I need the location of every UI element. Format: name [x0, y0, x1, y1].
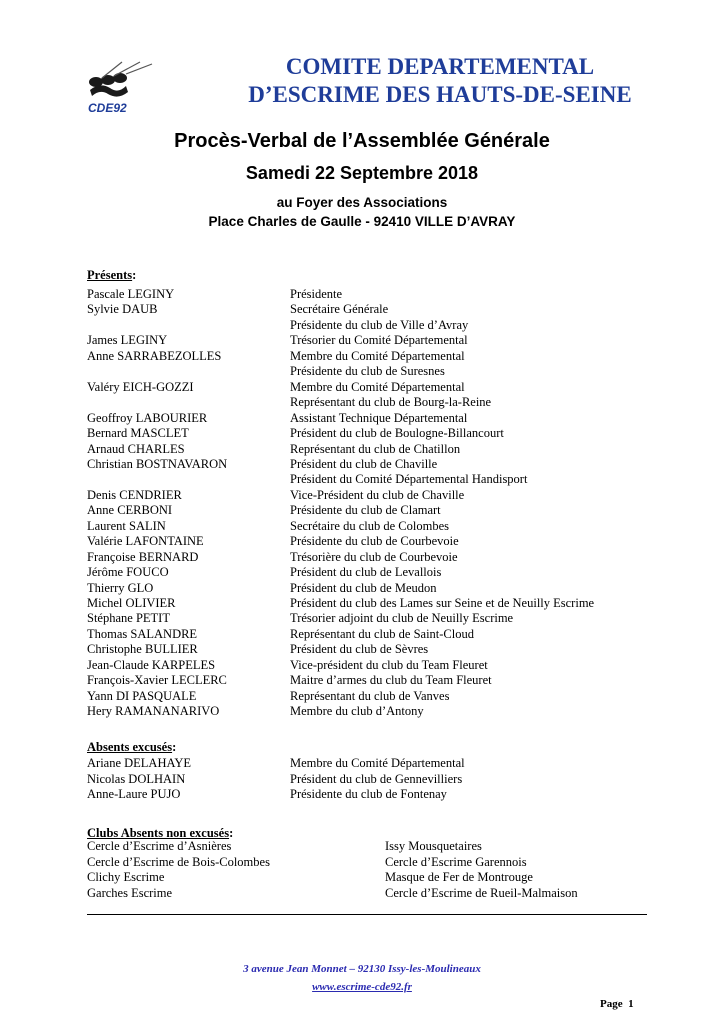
attendee-name: Sylvie DAUB	[87, 302, 158, 317]
attendee-name: Jérôme FOUCO	[87, 565, 169, 580]
attendee-name: Bernard MASCLET	[87, 426, 189, 441]
attendee-name: Geoffroy LABOURIER	[87, 410, 208, 425]
org-name-line1: COMITE DEPARTEMENTAL	[285, 54, 595, 79]
absent-club: Cercle d’Escrime d’Asnières	[87, 839, 232, 853]
attendee-name: James LEGINY	[87, 333, 168, 348]
cde92-logo	[82, 60, 154, 120]
absent-club: Garches Escrime	[87, 885, 173, 900]
attendee-role: Président du Comité Départemental Handisport	[290, 472, 528, 487]
venue-line1: au Foyer des Associations	[276, 195, 448, 210]
attendee-role: Présidente	[290, 287, 343, 301]
attendee-name: Valérie LAFONTAINE	[87, 534, 204, 549]
document-title: Procès-Verbal de l’Assemblée Générale	[174, 130, 550, 152]
attendee-role: Trésorier adjoint du club de Neuilly Escrime	[290, 611, 514, 626]
absent-name: Nicolas DOLHAIN	[87, 771, 186, 786]
attendee-name: Pascale LEGINY	[87, 287, 175, 301]
clubs-absents-heading: Clubs Absents non excusés:	[87, 826, 234, 840]
attendee-role: Représentant du club de Bourg-la-Reine	[290, 395, 492, 410]
attendee-name: Françoise BERNARD	[87, 549, 199, 564]
attendee-role: Assistant Technique Départemental	[290, 410, 468, 425]
absent-club: Cercle d’Escrime de Bois-Colombes	[87, 854, 270, 869]
org-name-line2: D’ESCRIME DES HAUTS-DE-SEINE	[248, 82, 632, 107]
attendee-role: Présidente du club de Clamart	[290, 503, 441, 518]
attendee-role: Maitre d’armes du club du Team Fleuret	[290, 673, 492, 688]
attendee-name: Anne CERBONI	[87, 503, 173, 518]
absent-club: Cercle d’Escrime de Rueil-Malmaison	[385, 885, 578, 900]
attendee-role: Vice-président du club du Team Fleuret	[290, 657, 488, 672]
attendee-role: Trésorier du Comité Départemental	[290, 333, 468, 348]
attendee-role: Représentant du club de Saint-Cloud	[290, 626, 474, 641]
attendee-role: Vice-Président du club de Chaville	[290, 487, 465, 502]
attendee-role: Représentant du club de Chatillon	[290, 441, 461, 456]
attendee-role: Membre du Comité Départemental	[290, 348, 465, 363]
attendee-name: Jean-Claude KARPELES	[87, 657, 216, 672]
attendee-role: Président du club de Boulogne-Billancourt	[290, 426, 504, 441]
attendee-role: Membre du Comité Départemental	[290, 379, 465, 394]
absents-heading: Absents excusés:	[87, 740, 177, 754]
attendee-name: Laurent SALIN	[87, 518, 166, 533]
attendee-role: Trésorière du club de Courbevoie	[290, 549, 458, 564]
attendee-name: Hery RAMANANARIVO	[87, 704, 220, 719]
absent-club: Issy Mousquetaires	[385, 839, 482, 853]
attendee-role: Président du club de Chaville	[290, 456, 438, 471]
attendee-name: Denis CENDRIER	[87, 487, 182, 502]
footer-website-link[interactable]: www.escrime-cde92.fr	[312, 981, 412, 993]
attendee-role: Président du club de Levallois	[290, 565, 442, 580]
absent-role: Membre du Comité Départemental	[290, 756, 465, 770]
attendee-name: Michel OLIVIER	[87, 596, 176, 610]
absent-role: Présidente du club de Fontenay	[290, 787, 447, 801]
attendee-name: Christophe BULLIER	[87, 642, 198, 657]
absent-name: Ariane DELAHAYE	[87, 756, 192, 770]
attendee-role: Secrétaire du club de Colombes	[290, 518, 449, 533]
attendee-name: Stéphane PETIT	[87, 611, 170, 626]
attendee-name: Thierry GLO	[87, 580, 154, 595]
attendee-role: Représentant du club de Vanves	[290, 688, 450, 703]
attendee-name: François-Xavier LECLERC	[87, 673, 227, 688]
attendee-role: Présidente du club de Suresnes	[290, 364, 445, 379]
absent-name: Anne-Laure PUJO	[87, 787, 181, 801]
attendee-name: Anne SARRABEZOLLES	[87, 348, 222, 363]
attendee-role: Président du club des Lames sur Seine et de Neuilly Escrime	[290, 596, 595, 610]
absent-club: Masque de Fer de Montrouge	[385, 870, 533, 884]
attendee-role: Présidente du club de Ville d’Avray	[290, 317, 469, 332]
meeting-date: Samedi 22 Septembre 2018	[245, 163, 479, 183]
svg-text:CDE92: CDE92	[88, 101, 127, 115]
venue-line2: Place Charles de Gaulle - 92410 VILLE D’AVRAY	[208, 214, 516, 229]
attendee-name: Thomas SALANDRE	[87, 626, 198, 641]
attendee-role: Président du club de Meudon	[290, 580, 437, 595]
attendee-name: Valéry EICH-GOZZI	[87, 379, 194, 394]
absent-club: Cercle d’Escrime Garennois	[385, 854, 527, 869]
absent-role: Président du club de Gennevilliers	[290, 771, 463, 786]
attendee-role: Président du club de Sèvres	[290, 642, 429, 657]
attendee-name: Christian BOSTNAVARON	[87, 456, 228, 471]
page-number: Page 1	[600, 998, 634, 1010]
attendee-role: Présidente du club de Courbevoie	[290, 534, 459, 549]
fencing-logo-icon	[82, 60, 154, 120]
footer-address: 3 avenue Jean Monnet – 92130 Issy-les-Moulineaux	[243, 963, 481, 975]
absent-club: Clichy Escrime	[87, 870, 165, 884]
attendee-role: Secrétaire Générale	[290, 302, 389, 317]
footer-divider	[87, 914, 647, 915]
presents-heading: Présents:	[87, 268, 137, 282]
attendee-name: Yann DI PASQUALE	[87, 688, 197, 703]
attendee-role: Membre du club d’Antony	[290, 704, 424, 719]
attendee-name: Arnaud CHARLES	[87, 441, 185, 456]
